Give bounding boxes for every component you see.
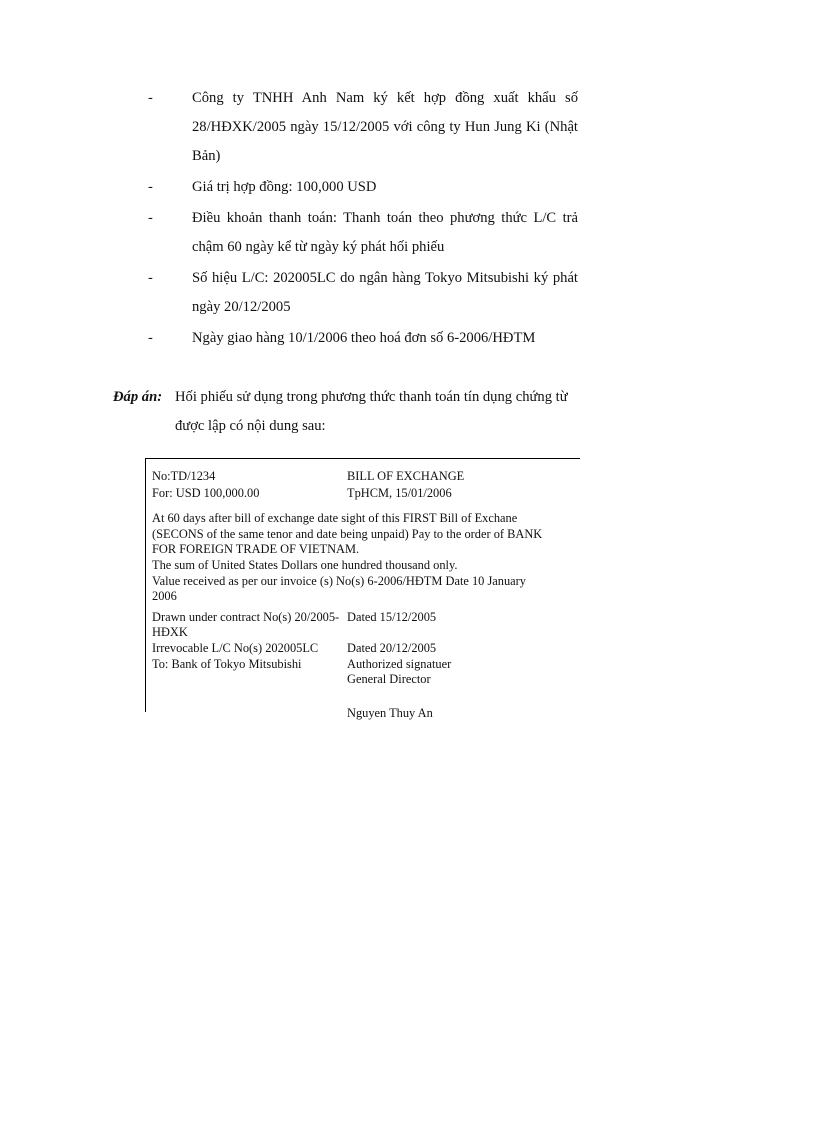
bullet-marker: - xyxy=(148,90,153,106)
bullet-marker: - xyxy=(148,330,153,346)
list-item xyxy=(148,204,578,262)
boe-body-line-6: 2006 xyxy=(152,589,177,604)
boe-signature-title: Authorized signatuer xyxy=(347,656,452,671)
boe-body-line-4: The sum of United States Dollars one hundred thousand only. xyxy=(152,557,458,572)
boe-body-line-5: Value received as per our invoice (s) No(s) 6-2006/HĐTM Date 10 January xyxy=(152,573,527,588)
boe-to-line: To: Bank of Tokyo Mitsubishi xyxy=(152,656,302,671)
boe-lc-date: Dated 20/12/2005 xyxy=(347,640,437,655)
list-item xyxy=(148,264,578,322)
boe-number: No:TD/1234 xyxy=(152,469,216,483)
answer-text: Hối phiếu sử dụng trong phương thức thanh toán tín dụng chứng từ được lập có nội dung sau: xyxy=(175,389,568,434)
boe-body-line-1: At 60 days after bill of exchange date sight of this FIRST Bill of Exchane xyxy=(152,511,518,526)
boe-body-line-3: FOR FOREIGN TRADE OF VIETNAM. xyxy=(152,542,360,557)
boe-header-row-1 xyxy=(152,469,580,485)
boe-to-row xyxy=(152,657,580,673)
boe-lc-line: Irrevocable L/C No(s) 202005LC xyxy=(152,640,319,655)
boe-amount: For: USD 100,000.00 xyxy=(152,485,260,500)
bullet-text: Ngày giao hàng 10/1/2006 theo hoá đơn số 6-2006/HĐTM xyxy=(192,330,536,346)
list-item xyxy=(148,173,578,202)
boe-signature-row xyxy=(152,706,580,722)
boe-signature-role: General Director xyxy=(347,672,431,687)
answer-block xyxy=(113,383,583,441)
bullet-text: Công ty TNHH Anh Nam ký kết hợp đồng xuất khẩu số 28/HĐXK/2005 ngày 15/12/2005 với công ty Hun Jung Ki (Nhật Bản) xyxy=(192,90,578,164)
boe-body-line-2: (SECONS of the same tenor and date being unpaid) Pay to the order of BANK xyxy=(152,526,543,541)
bullet-text: Điều khoản thanh toán: Thanh toán theo phương thức L/C trả chậm 60 ngày kể từ ngày ký phát hối phiếu xyxy=(192,210,578,255)
spacer xyxy=(152,706,347,722)
answer-label: Đáp án: xyxy=(113,389,163,405)
boe-contract-date: Dated 15/12/2005 xyxy=(347,609,437,624)
bullet-marker: - xyxy=(148,210,153,226)
boe-place-date: TpHCM, 15/01/2006 xyxy=(347,485,452,500)
boe-role-row xyxy=(152,672,580,688)
list-item xyxy=(148,84,578,171)
spacer xyxy=(152,672,347,688)
boe-signature-name: Nguyen Thuy An xyxy=(347,705,433,720)
boe-lc-row xyxy=(152,641,580,657)
spacer xyxy=(152,688,580,706)
boe-body xyxy=(152,511,580,605)
bullet-marker: - xyxy=(148,270,153,286)
spacer xyxy=(152,502,580,511)
boe-contract-line: Drawn under contract No(s) 20/2005-HĐXK xyxy=(152,609,340,640)
bill-of-exchange-box xyxy=(145,458,580,720)
bullet-marker: - xyxy=(148,179,153,195)
boe-title: BILL OF EXCHANGE xyxy=(347,469,465,483)
boe-contract-row xyxy=(152,610,580,641)
bullet-text: Giá trị hợp đồng: 100,000 USD xyxy=(192,179,377,195)
bullet-text: Số hiệu L/C: 202005LC do ngân hàng Tokyo Mitsubishi ký phát ngày 20/12/2005 xyxy=(192,270,578,315)
list-item xyxy=(148,324,578,353)
bullet-list xyxy=(148,84,578,355)
boe-header-row-2 xyxy=(152,486,580,502)
